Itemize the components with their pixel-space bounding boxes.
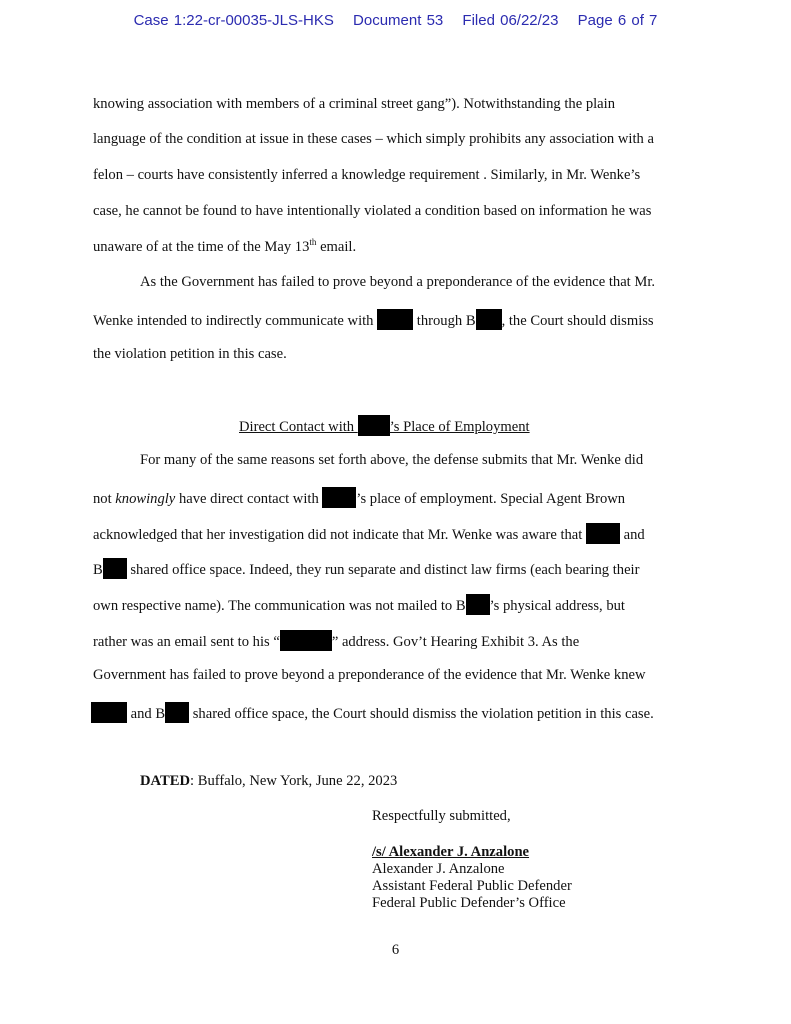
text-segment: rather was an email sent to his “	[93, 634, 280, 650]
redaction-box	[103, 558, 127, 579]
emphasis-text: knowingly	[115, 491, 176, 507]
heading-text: Direct Contact with	[239, 419, 358, 435]
text-line	[93, 558, 639, 579]
text-line: knowing association with members of a criminal street gang”). Notwithstanding the plain	[93, 96, 616, 112]
signer-name: Alexander J. Anzalone	[372, 861, 505, 877]
filed-date: Filed 06/22/23	[462, 12, 559, 29]
text-line: the violation petition in this case.	[93, 346, 287, 362]
dated-line	[140, 772, 397, 790]
text-segment: and B	[127, 706, 166, 722]
heading-text: ’s Place of Employment	[389, 419, 530, 435]
redaction-box	[280, 630, 332, 651]
page-indicator: Page 6 of 7	[577, 12, 658, 29]
redaction-box	[358, 415, 390, 436]
dated-value: : Buffalo, New York, June 22, 2023	[190, 773, 398, 789]
text-segment: shared office space. Indeed, they run separate and distinct law firms (each bearing their	[126, 562, 640, 578]
redaction-box	[466, 594, 490, 615]
text-segment: ’s place of employment. Special Agent Brown	[356, 491, 626, 507]
redaction-box	[322, 487, 356, 508]
text-line	[93, 309, 654, 330]
redaction-box	[377, 309, 413, 330]
document-number: Document 53	[353, 12, 444, 29]
section-heading	[239, 415, 530, 436]
text-line: As the Government has failed to prove beyond a preponderance of the evidence that Mr.	[140, 274, 656, 290]
dated-label: DATED	[140, 773, 191, 789]
text-segment: B	[93, 562, 103, 578]
signature-block	[372, 844, 572, 912]
text-segment: shared office space, the Court should dismiss the violation petition in this case.	[189, 706, 654, 722]
text-segment: have direct contact with	[175, 491, 323, 507]
text-segment: acknowledged that her investigation did not indicate that Mr. Wenke was aware that	[93, 527, 586, 543]
text-line	[93, 523, 645, 544]
ecf-header	[0, 12, 791, 29]
text-line: Government has failed to prove beyond a preponderance of the evidence that Mr. Wenke knew	[93, 667, 646, 683]
electronic-signature: /s/ Alexander J. Anzalone	[372, 844, 530, 860]
page-number: 6	[391, 942, 400, 958]
text-line: felon – courts have consistently inferred a knowledge requirement . Similarly, in Mr. Wenke’s	[93, 167, 641, 183]
text-line: language of the condition at issue in these cases – which simply prohibits any association with a	[93, 131, 654, 147]
closing: Respectfully submitted,	[372, 808, 511, 824]
signer-title: Assistant Federal Public Defender	[372, 878, 572, 894]
text-segment: email.	[316, 239, 357, 255]
superscript: th	[309, 237, 317, 247]
text-segment: through B	[413, 313, 476, 329]
redaction-box	[165, 702, 189, 723]
text-line	[93, 630, 579, 651]
redaction-box	[476, 309, 502, 330]
text-line	[93, 594, 625, 615]
text-segment: ’s physical address, but	[489, 598, 625, 614]
case-number: Case 1:22-cr-00035-JLS-HKS	[133, 12, 334, 29]
redaction-box	[586, 523, 620, 544]
text-segment: and	[619, 527, 645, 543]
text-line	[93, 487, 625, 508]
text-segment: own respective name). The communication was not mailed to B	[93, 598, 466, 614]
redaction-box	[91, 702, 127, 723]
text-segment: not	[93, 491, 116, 507]
text-segment: Wenke intended to indirectly communicate with	[93, 313, 378, 329]
text-segment: , the Court should dismiss	[501, 313, 654, 329]
text-line	[91, 702, 654, 723]
signer-office: Federal Public Defender’s Office	[372, 895, 566, 911]
text-line: case, he cannot be found to have intentionally violated a condition based on information he was	[93, 203, 652, 219]
text-segment: ” address. Gov’t Hearing Exhibit 3. As the	[331, 634, 580, 650]
text-segment: unaware of at the time of the May 13	[93, 239, 310, 255]
text-line: For many of the same reasons set forth above, the defense submits that Mr. Wenke did	[140, 452, 644, 468]
text-line	[93, 238, 356, 256]
